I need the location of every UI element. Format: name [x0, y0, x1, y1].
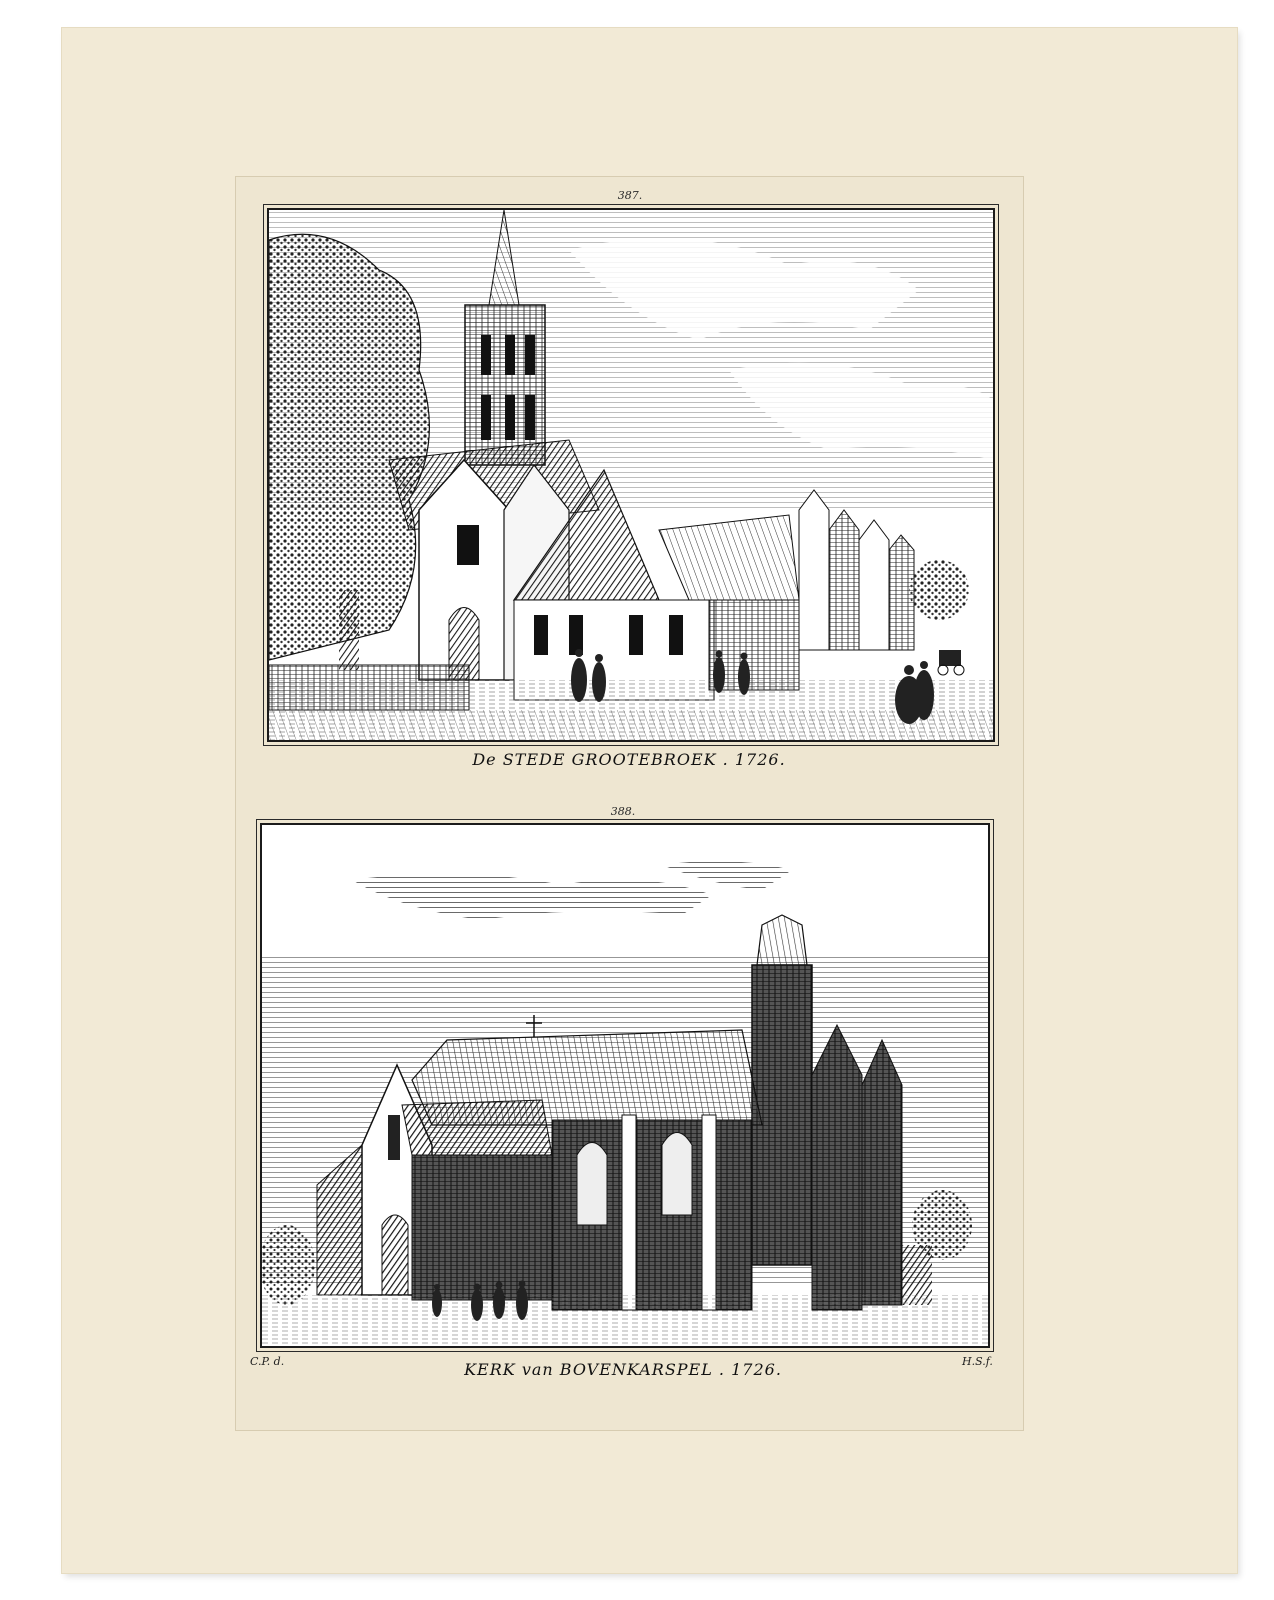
engraving-bovenkarspel [260, 823, 990, 1348]
credit-engraver: H.S.f. [962, 1355, 993, 1368]
plate-number-top: 387. [617, 189, 643, 202]
plate-number-bottom: 388. [610, 805, 636, 818]
credit-draughtsman: C.P. d. [250, 1355, 285, 1368]
caption-bottom: KERK van BOVENKARSPEL . 1726. [464, 1360, 782, 1379]
caption-top: De STEDE GROOTEBROEK . 1726. [472, 750, 786, 769]
engraving-grootebroek [267, 208, 995, 742]
